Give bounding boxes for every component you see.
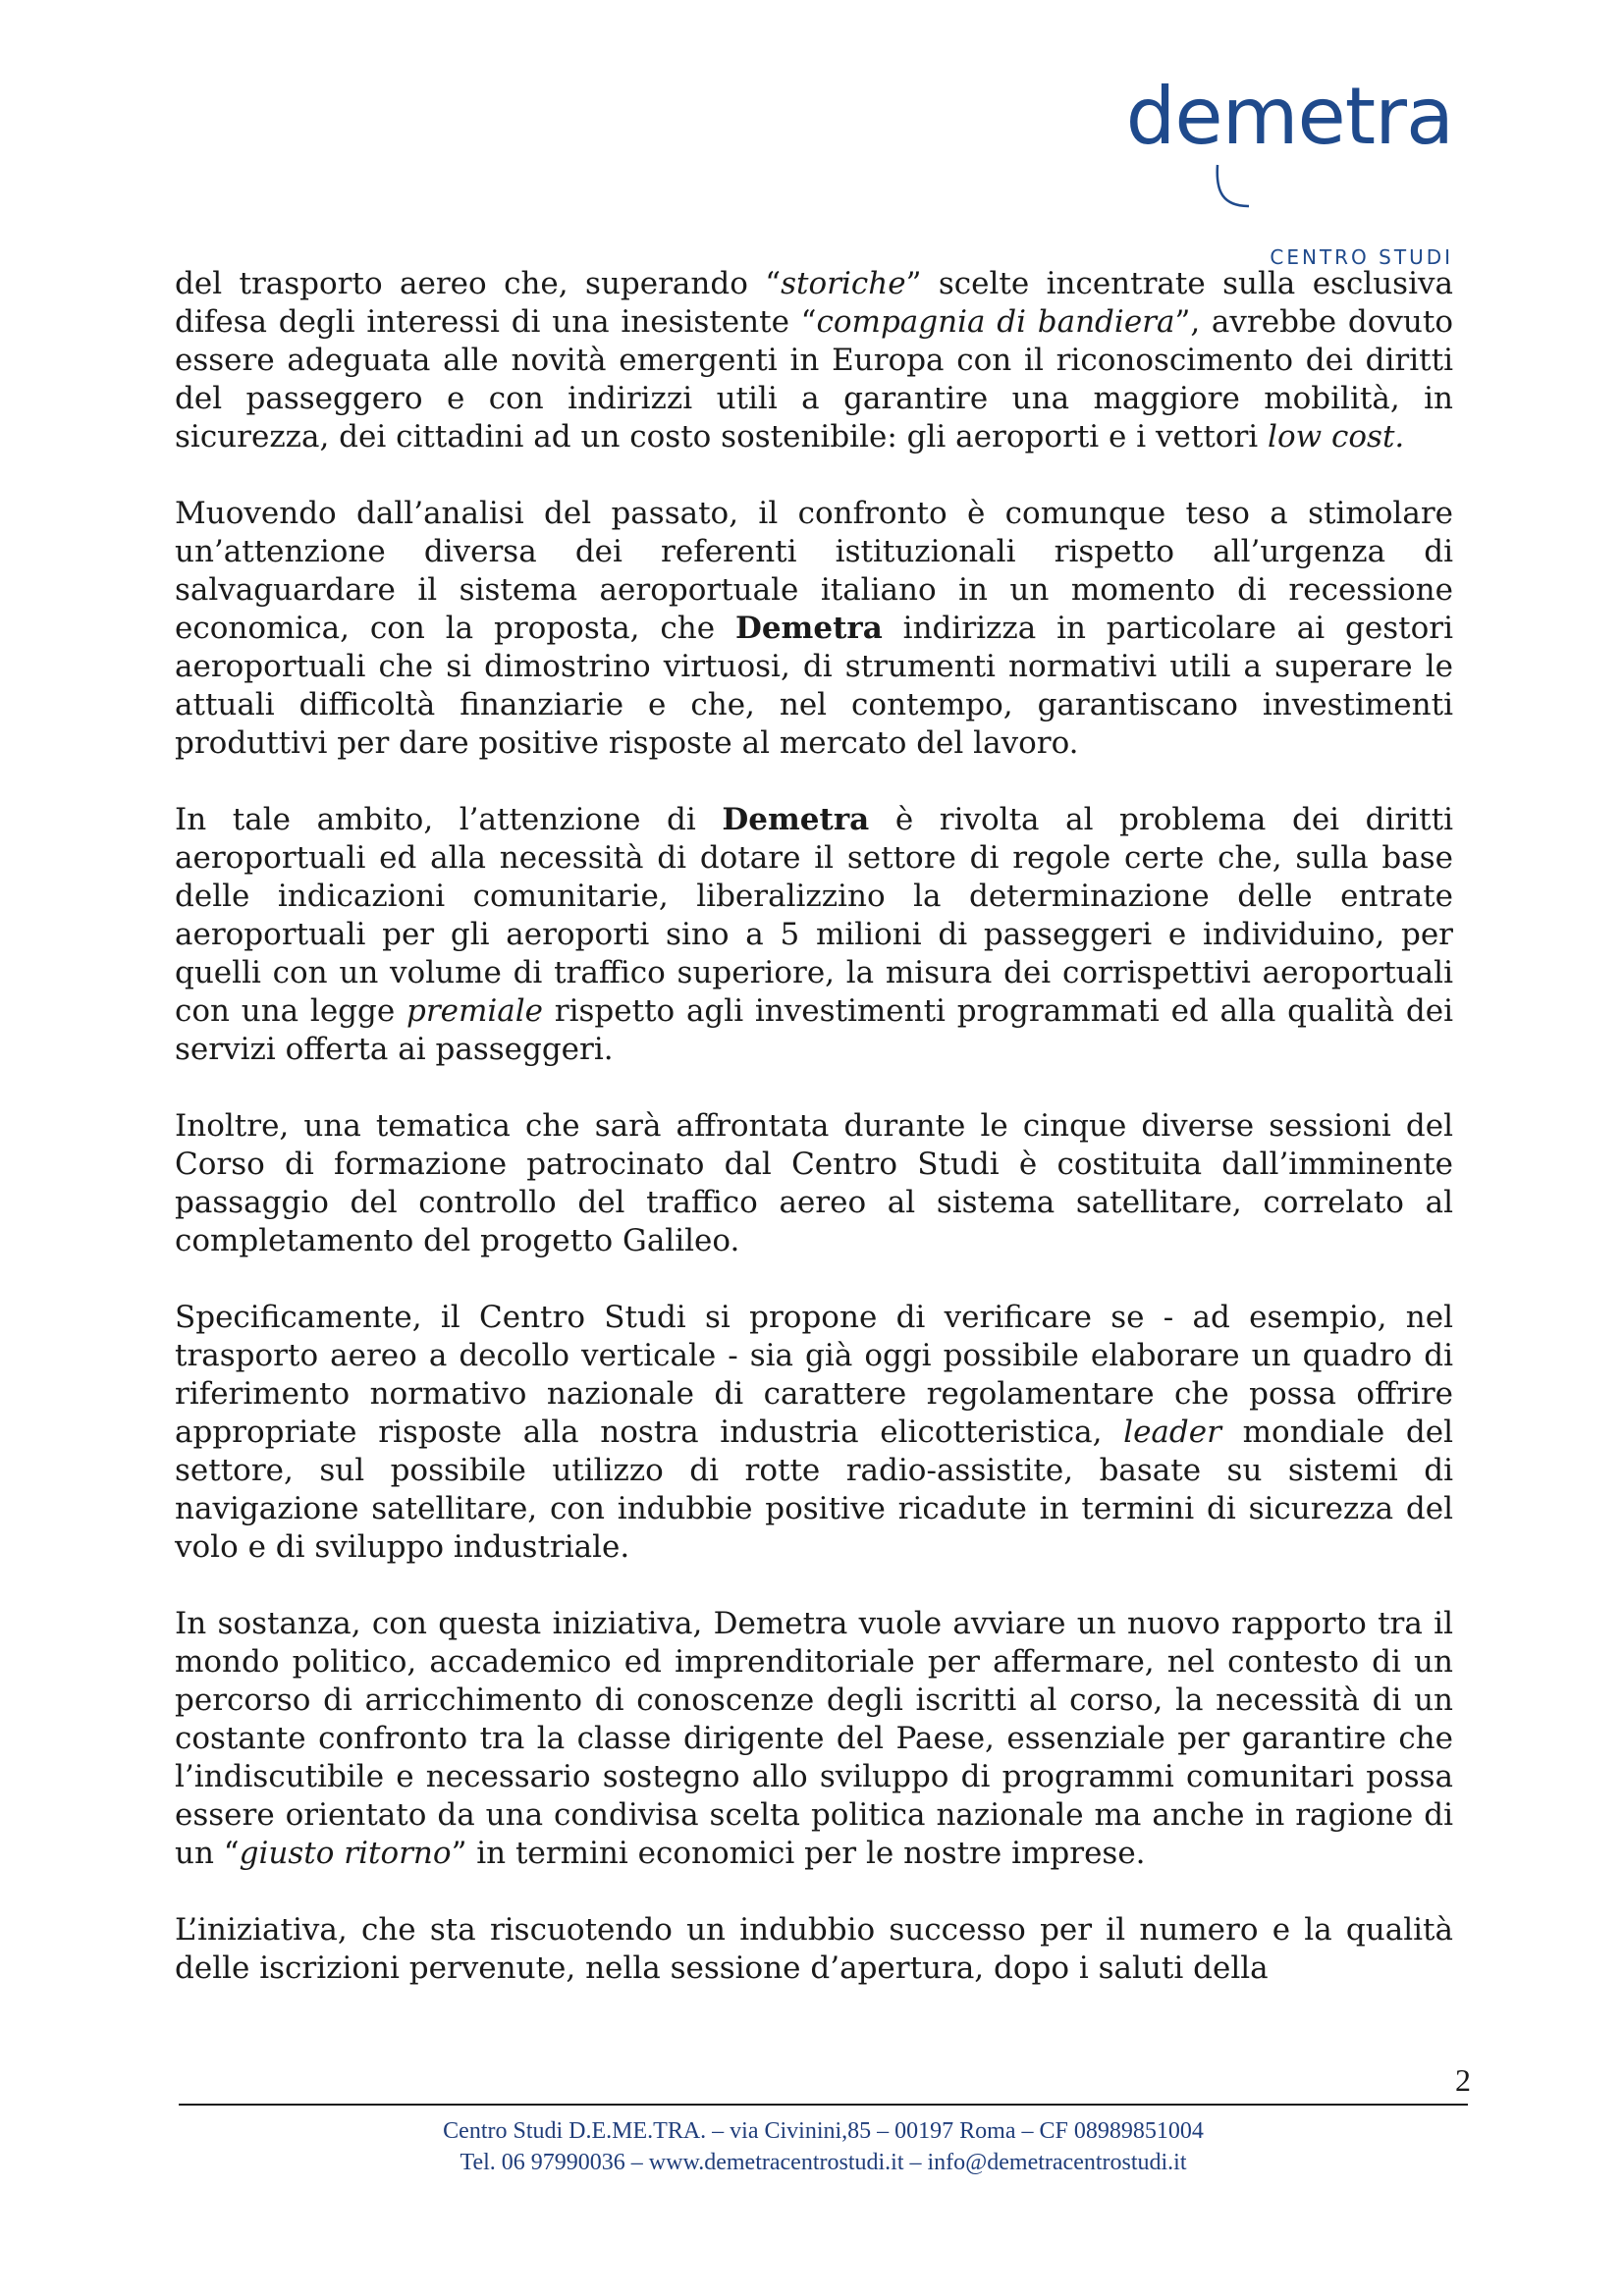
text-run: mondiale del settore, sul possibile utilizzo di rotte radio-assistite, basate su sistemi di navigazione satellitare, con indubbie positive ricadute in termini di sicurezza del volo e di sviluppo industriale. [175,1415,1453,1565]
body-paragraph [175,1911,1453,1988]
text-run: Inoltre, una tematica che sarà affrontata durante le cinque diverse sessioni del Corso di formazione patrocinato dal Centro Studi è costituita dall’imminente passaggio del controllo del traffico aereo al sistema satellitare, correlato al completamento del progetto Galileo. [175,1108,1453,1258]
text-run: L’iniziativa, che sta riscuotendo un indubbio successo per il numero e la qualità delle iscrizioni pervenute, nella sessione d’apertura, dopo i saluti della [175,1912,1453,1986]
text-run: rispetto agli investimenti programmati ed alla qualità dei servizi offerta ai passeggeri. [175,993,1453,1067]
logo-swoosh-icon [1214,163,1253,222]
body-paragraph [175,1107,1453,1260]
text-run: indirizza in particolare ai gestori aeroportuali che si dimostrino virtuosi, di strumenti normativi utili a superare le attuali difficoltà finanziarie e che, nel contempo, garantiscano investimenti produttivi per dare positive risposte al mercato del lavoro. [175,611,1453,761]
document-body [175,265,1453,2026]
italic-text: leader [1123,1415,1221,1450]
text-run: Specificamente, il Centro Studi si propone di verificare se - ad esempio, nel trasporto aereo a decollo verticale - sia già oggi possibile elaborare un quadro di riferimento normativo nazionale di carattere regolamentare che possa offrire appropriate risposte alla nostra industria elicotteristica, [175,1300,1453,1450]
text-run: ” in termini economici per le nostre imprese. [451,1836,1146,1871]
text-run: è rivolta al problema dei diritti aeroportuali ed alla necessità di dotare il settore di regole certe che, sulla base delle indicazioni comunitarie, liberalizzino la determinazione delle entrate aeroportuali per gli aeroporti sino a 5 milioni di passeggeri e individuino, per quelli con un volume di traffico superiore, la misura dei corrispettivi aeroportuali con una legge [175,802,1453,1029]
text-run: ” scelte incentrate sulla esclusiva difesa degli interessi di una inesistente “ [175,266,1454,340]
text-run: Muovendo dall’analisi del passato, il confronto è comunque teso a stimolare un’attenzione diversa dei referenti istituzionali rispetto all’urgenza di salvaguardare il sistema aeroportuale italiano in un momento di recessione economica, con la proposta, che [175,496,1453,646]
logo-subtitle: CENTRO STUDI [1270,245,1453,269]
text-run: In sostanza, con questa iniziativa, Demetra vuole avviare un nuovo rapporto tra il mondo politico, accademico ed imprenditoriale per affermare, nel contesto di un percorso di arricchimento di conoscenze degli iscritti al corso, la necessità di un costante confronto tra la classe dirigente del Paese, essenziale per garantire che l’indiscutibile e necessario sostegno allo sviluppo di programmi comunitari possa essere orientato da una condivisa scelta politica nazionale ma anche in ragione di un “ [175,1606,1453,1871]
italic-text: storiche [781,266,906,301]
bold-text: Demetra [722,802,870,837]
body-paragraph [175,801,1453,1069]
text-run: ”, avrebbe dovuto essere adeguata alle novità emergenti in Europa con il riconoscimento dei diritti del passeggero e con indirizzi utili a garantire una maggiore mobilità, in sicurezza, dei cittadini ad un costo sostenibile: gli aeroporti e i vettori [175,304,1453,454]
footer-contacts: Tel. 06 97990036 – www.demetracentrostudi.it – info@demetracentrostudi.it [460,2150,1187,2175]
body-paragraph [175,1605,1453,1873]
body-paragraph [175,265,1453,456]
italic-text: compagnia di bandiera [816,304,1175,340]
footer-divider [179,2104,1468,2106]
italic-text: giusto ritorno [239,1836,452,1871]
footer-address: Centro Studi D.E.ME.TRA. – via Civinini,85 – 00197 Roma – CF 08989851004 [443,2118,1204,2144]
body-paragraph [175,1299,1453,1567]
body-paragraph [175,495,1453,763]
logo [1119,71,1453,269]
italic-text: low cost. [1268,419,1405,454]
page-number: 2 [1455,2062,1471,2098]
bold-text: Demetra [734,611,883,646]
text-run: In tale ambito, l’attenzione di [175,802,723,837]
italic-text: premiale [406,993,544,1029]
logo-wordmark: demetra [1125,71,1453,162]
text-run: del trasporto aereo che, superando “ [175,266,782,301]
